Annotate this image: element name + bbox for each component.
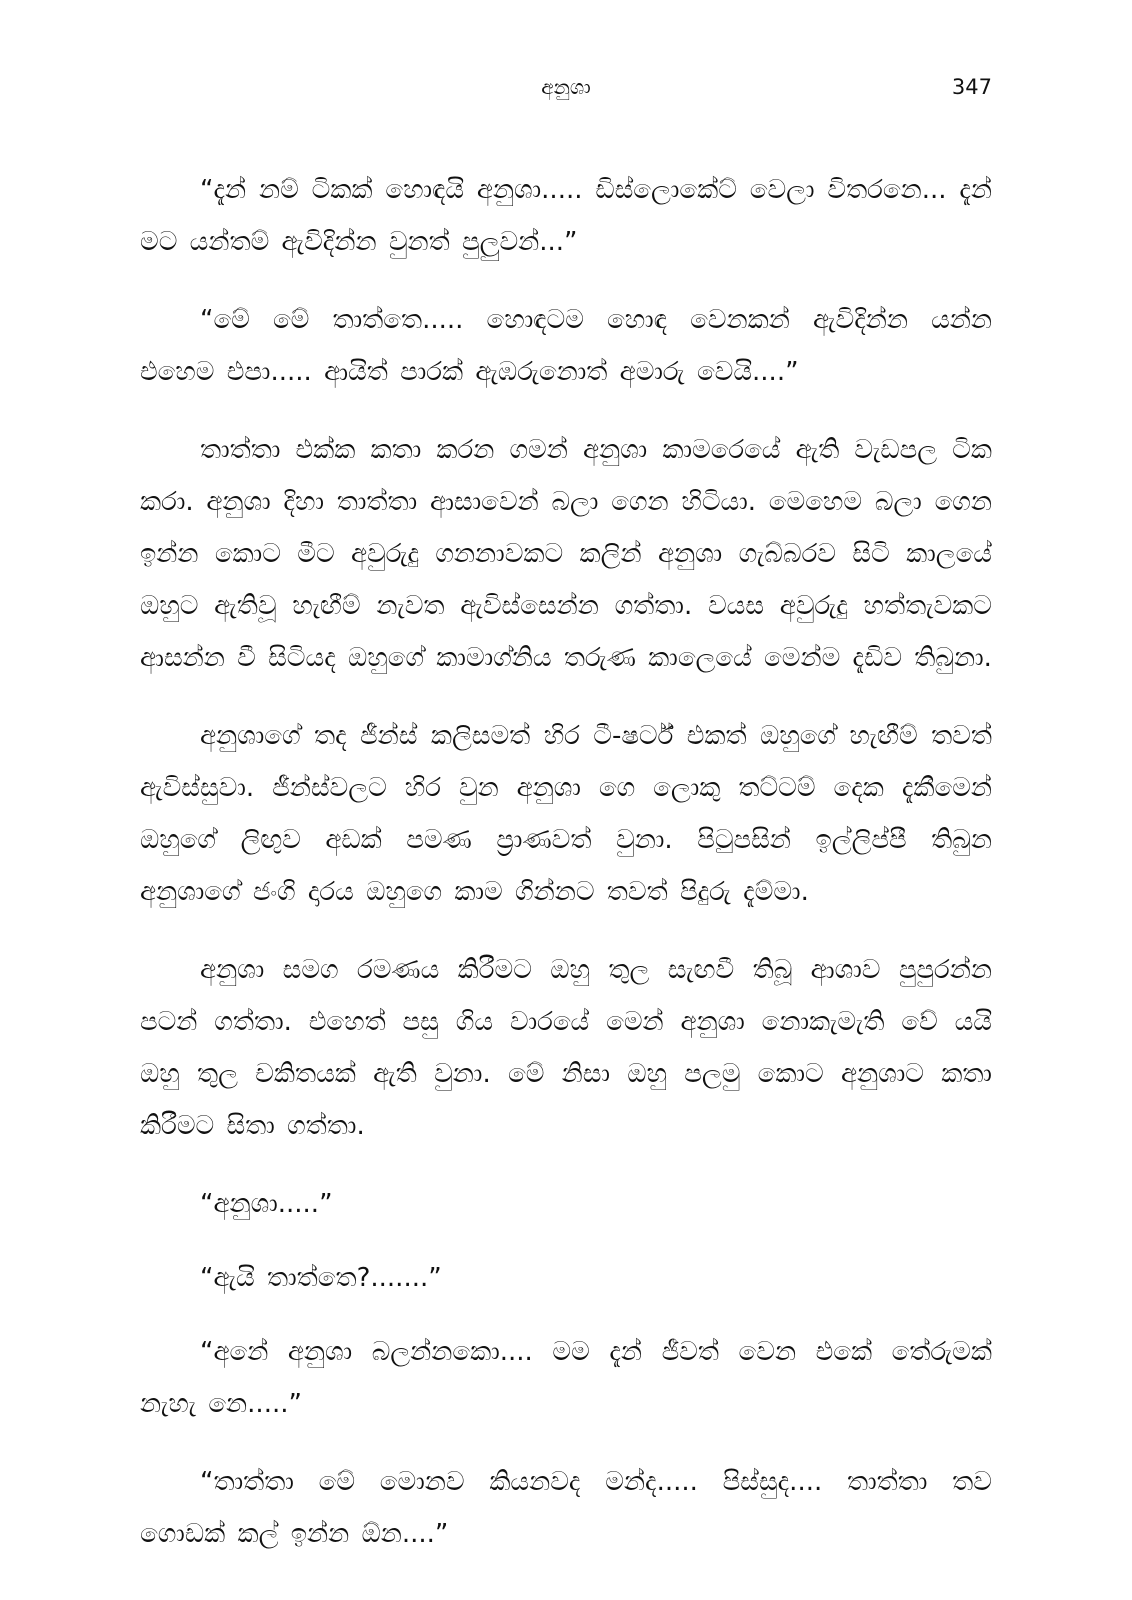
body-text <box>140 164 992 1586</box>
paragraph: අනුශා සමග රමණය කිරීමට ඔහු තුල සැඟවී තිබූ ආශාව පුපුරන්න පටන් ගත්තා. එහෙත් පසු ගිය වාරයේ මෙන් අනුශා නොකැමැති වේ යයි ඔහු තුල චකිතයක් ඇති වුනා. මේ නිසා ඔහු පලමු කොට අනුශාට කතා කිරීමට සිතා ගත්තා. <box>140 955 992 1141</box>
paragraph: “මේ මේ තාත්තෙ..... හොඳටම හොඳ වෙනකන් ඇවිදින්න යන්න එහෙම එපා..... ආයිත් පාරක් ඇඹරුනොත් අමාරු වෙයි....” <box>140 305 992 387</box>
paragraph: “තාත්තා මේ මොනව කියනවද මන්ද..... පිස්සුද.... තාත්තා තව ගොඩක් කල් ඉන්න ඕන....” <box>140 1467 992 1549</box>
paragraph: “අනේ අනුශා බලන්නකො.... මම දැන් ජීවත් වෙන එකේ තේරුමක් නැහැ නෙ.....” <box>140 1337 992 1419</box>
paragraph: “ඇයි තාත්තෙ?.......” <box>200 1263 442 1293</box>
paragraph: “අනුශා.....” <box>200 1189 333 1219</box>
page-number: 347 <box>951 75 992 99</box>
paragraph: “දැන් නම් ටිකක් හොඳයි අනුශා..... ඩිස්ලොකේට් වෙලා විතරනෙ... දැන් මට යන්තම් ඇවිදින්න වුනත් පුලුවන්...” <box>140 175 992 257</box>
running-title: අනුශා <box>541 75 591 99</box>
paragraph: තාත්තා එක්ක කතා කරන ගමන් අනුශා කාමරෙයේ ඇති වැඩපල ටික කරා. අනුශා දිහා තාත්තා ආසාවෙන් බලා ගෙන හිටියා. මෙහෙම බලා ගෙන ඉන්න කොට මීට අවුරුදු ගනනාවකට කලින් අනුශා ගැබ්බරව සිටි කාලයේ ඔහුට ඇතිවූ හැඟීම් නැවත ඇවිස්සෙන්න ගත්තා. වයස අවුරුදු හත්තැවකට ආසන්න වී සිටියද ඔහුගේ කාමාග්නිය තරුණ කාලෙයේ මෙන්ම දැඩිව තිබුනා. <box>140 435 992 673</box>
running-header <box>140 72 992 102</box>
paragraph: අනුශාගේ තද ජීන්ස් කලිසමත් හිර ටී-ෂර්ට් එකත් ඔහුගේ හැඟීම් තවත් ඇවිස්සුවා. ජීන්ස්වලට හිර වුන අනුශා ගෙ ලොකු තට්ටම් දෙක දැකීමෙන් ඔහුගේ ලිඟුව අඩක් පමණ ප්‍රාණවත් වුනා. පිටුපසින් ඉල්ලිප්පී තිබුන අනුශාගේ ජංගි දාරය ඔහුගෙ කාම ගින්නට තවත් පිදුරු දැම්මා. <box>140 721 992 907</box>
